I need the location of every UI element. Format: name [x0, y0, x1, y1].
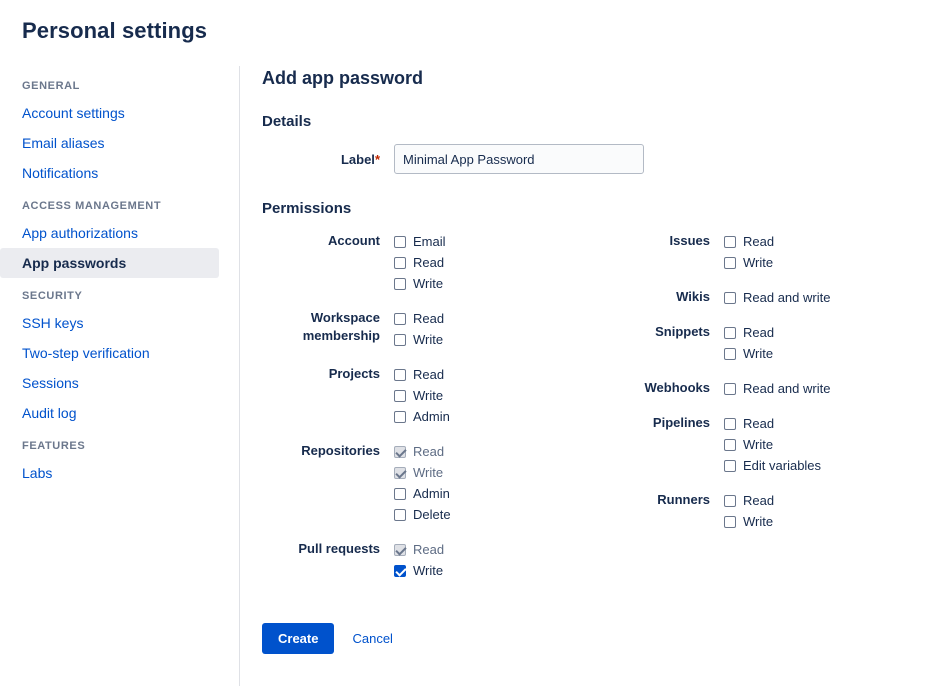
permission-group-label: Webhooks: [644, 380, 710, 395]
permission-group-label: Pull requests: [298, 541, 380, 556]
checkbox-icon[interactable]: [394, 411, 406, 423]
permission-checkbox-row[interactable]: [394, 539, 444, 560]
checkbox-icon[interactable]: [724, 236, 736, 248]
main-heading: Add app password: [262, 68, 424, 88]
permission-group-label: Account: [328, 233, 380, 248]
sidebar-item-app-passwords[interactable]: App passwords: [0, 248, 219, 278]
checkbox-icon[interactable]: [724, 460, 736, 472]
permission-options: [724, 322, 774, 364]
permission-group-label: Issues: [669, 233, 710, 248]
checkbox-icon[interactable]: [394, 390, 406, 402]
checkbox-label: Write: [743, 513, 774, 529]
details-section: [262, 113, 936, 174]
permission-checkbox-row[interactable]: [394, 504, 451, 525]
checkbox-icon[interactable]: [394, 334, 406, 346]
checkbox-icon[interactable]: [394, 257, 406, 269]
main-content: [240, 66, 936, 686]
permissions-columns: [262, 231, 936, 595]
permission-group-label: Snippets: [655, 324, 710, 339]
checkbox-icon[interactable]: [394, 313, 406, 325]
permission-checkbox-row[interactable]: [394, 273, 446, 294]
sidebar-item-account-settings[interactable]: Account settings: [22, 105, 125, 121]
checkbox-label: Edit variables: [743, 457, 822, 473]
checkbox-label: Read: [413, 443, 445, 459]
permission-group: [262, 441, 592, 525]
permission-options: [394, 308, 444, 350]
checkbox-icon[interactable]: [724, 257, 736, 269]
permission-group-label: Pipelines: [652, 415, 710, 430]
permission-group: [262, 231, 592, 294]
permission-checkbox-row[interactable]: [724, 287, 830, 308]
permissions-column-left: [262, 231, 592, 595]
permission-checkbox-row[interactable]: [724, 511, 774, 532]
label-input[interactable]: [394, 144, 644, 174]
sidebar-section-title: GENERAL: [22, 80, 80, 92]
permission-checkbox-row[interactable]: [394, 462, 451, 483]
permission-checkbox-row[interactable]: [394, 385, 450, 406]
permission-options: [394, 364, 450, 427]
sidebar-section-title: SECURITY: [22, 290, 83, 302]
checkbox-label: Read: [413, 541, 445, 557]
checkbox-label: Write: [413, 562, 444, 578]
permission-group: [592, 287, 892, 308]
cancel-link[interactable]: Cancel: [352, 631, 393, 646]
checkbox-icon[interactable]: [394, 467, 406, 479]
checkbox-icon[interactable]: [724, 383, 736, 395]
permissions-heading: Permissions: [262, 200, 352, 217]
checkbox-label: Write: [413, 387, 444, 403]
sidebar-item-email-aliases[interactable]: Email aliases: [22, 135, 105, 151]
checkbox-icon[interactable]: [724, 327, 736, 339]
permission-group: [262, 364, 592, 427]
permission-checkbox-row[interactable]: [724, 322, 774, 343]
checkbox-icon[interactable]: [724, 418, 736, 430]
permission-group-label: Runners: [657, 492, 710, 507]
checkbox-label: Read: [413, 254, 445, 270]
permission-group: [262, 539, 592, 581]
permission-group: [262, 308, 592, 350]
permission-group: [592, 231, 892, 273]
permission-checkbox-row[interactable]: [724, 343, 774, 364]
permission-checkbox-row[interactable]: [394, 308, 444, 329]
sidebar-item-app-authorizations[interactable]: App authorizations: [22, 225, 138, 241]
checkbox-icon[interactable]: [724, 292, 736, 304]
checkbox-icon[interactable]: [724, 348, 736, 360]
permission-group: [592, 490, 892, 532]
permission-group: [592, 413, 892, 476]
label-field-label-text: Label: [340, 151, 375, 167]
permission-options: [724, 231, 774, 273]
checkbox-label: Write: [413, 464, 444, 480]
permission-group: [592, 378, 892, 399]
sidebar-item-ssh-keys[interactable]: SSH keys: [22, 315, 84, 331]
checkbox-label: Admin: [413, 408, 450, 424]
sidebar: [0, 66, 240, 686]
checkbox-icon[interactable]: [394, 509, 406, 521]
sidebar-section-title: ACCESS MANAGEMENT: [22, 200, 162, 212]
permission-options: [724, 490, 774, 532]
checkbox-label: Read: [743, 492, 775, 508]
permission-checkbox-row[interactable]: [724, 378, 830, 399]
required-marker: *: [374, 151, 380, 167]
checkbox-icon[interactable]: [394, 544, 406, 556]
checkbox-label: Delete: [413, 506, 451, 522]
checkbox-label: Read: [743, 415, 775, 431]
permission-checkbox-row[interactable]: [394, 252, 446, 273]
permission-checkbox-row[interactable]: [394, 329, 444, 350]
permission-options: [724, 378, 830, 399]
checkbox-icon[interactable]: [724, 495, 736, 507]
permission-group-label: Projects: [328, 366, 380, 381]
permissions-section: [262, 200, 936, 595]
permission-options: [394, 441, 451, 525]
permission-checkbox-row[interactable]: [724, 252, 774, 273]
permission-options: [724, 287, 830, 308]
permission-checkbox-row[interactable]: [724, 413, 821, 434]
permission-options: [394, 539, 444, 581]
page-title: Personal settings: [22, 18, 208, 43]
settings-layout: [0, 66, 936, 686]
permission-group-label: Repositories: [301, 443, 380, 458]
checkbox-icon[interactable]: [724, 439, 736, 451]
permission-checkbox-row[interactable]: [394, 406, 450, 427]
permission-options: [394, 231, 446, 294]
checkbox-label: Read: [743, 233, 775, 249]
permission-checkbox-row[interactable]: [724, 490, 774, 511]
checkbox-label: Admin: [413, 485, 450, 501]
sidebar-item-labs[interactable]: Labs: [22, 465, 53, 481]
permission-checkbox-row[interactable]: [394, 231, 446, 252]
checkbox-icon[interactable]: [394, 488, 406, 500]
checkbox-icon[interactable]: [724, 516, 736, 528]
checkbox-label: Read: [413, 310, 445, 326]
checkbox-label: Write: [743, 254, 774, 270]
permission-checkbox-row[interactable]: [394, 483, 451, 504]
sidebar-item-sessions[interactable]: Sessions: [22, 375, 79, 391]
form-actions: [262, 623, 936, 654]
sidebar-item-audit-log[interactable]: Audit log: [22, 405, 77, 421]
permission-checkbox-row[interactable]: [724, 455, 821, 476]
permission-group-label: Workspace membership: [302, 310, 380, 343]
create-button[interactable]: Create: [262, 623, 334, 654]
checkbox-label: Read and write: [743, 289, 831, 305]
permission-checkbox-row[interactable]: [394, 364, 450, 385]
permission-checkbox-row[interactable]: [724, 231, 774, 252]
checkbox-label: Read: [413, 366, 445, 382]
checkbox-icon[interactable]: [394, 565, 406, 577]
sidebar-item-notifications[interactable]: Notifications: [22, 165, 99, 181]
permission-group-label: Wikis: [676, 289, 710, 304]
permissions-column-right: [592, 231, 892, 595]
checkbox-icon[interactable]: [394, 446, 406, 458]
checkbox-label: Email: [413, 233, 446, 249]
label-field-label: [262, 152, 394, 167]
permission-checkbox-row[interactable]: [724, 434, 821, 455]
checkbox-label: Read: [743, 324, 775, 340]
checkbox-icon[interactable]: [394, 278, 406, 290]
permission-checkbox-row[interactable]: [394, 441, 451, 462]
label-field-row: [262, 144, 936, 174]
checkbox-label: Write: [743, 345, 774, 361]
checkbox-label: Write: [413, 275, 444, 291]
checkbox-icon[interactable]: [394, 369, 406, 381]
permission-group: [592, 322, 892, 364]
checkbox-label: Write: [743, 436, 774, 452]
permission-options: [724, 413, 821, 476]
checkbox-label: Write: [413, 331, 444, 347]
details-heading: Details: [262, 113, 312, 130]
checkbox-icon[interactable]: [394, 236, 406, 248]
sidebar-item-two-step-verification[interactable]: Two-step verification: [22, 345, 150, 361]
checkbox-label: Read and write: [743, 380, 831, 396]
permission-checkbox-row[interactable]: [394, 560, 444, 581]
sidebar-section-title: FEATURES: [22, 440, 86, 452]
